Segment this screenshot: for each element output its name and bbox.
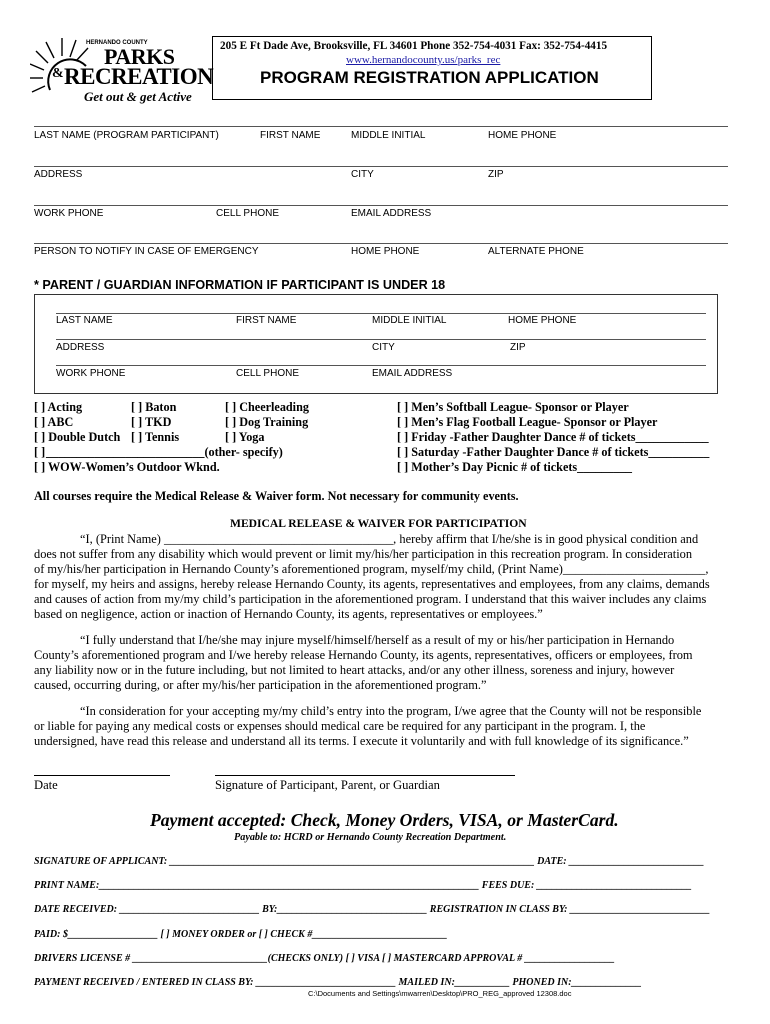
zip-label: ZIP	[488, 169, 504, 180]
guardian-first-name-label: FIRST NAME	[236, 315, 297, 326]
city-label: CITY	[351, 169, 374, 180]
logo-ampersand: &	[52, 66, 64, 81]
logo-recreation: RECREATION	[64, 64, 214, 89]
logo-county: HERNANDO COUNTY	[86, 40, 148, 46]
activity-acting[interactable]: [ ] Acting	[34, 400, 83, 414]
payment-received-field[interactable]: PAYMENT RECEIVED / ENTERED IN CLASS BY: ____________________________ MAILED IN:___________ PHONED IN:______________	[34, 977, 642, 988]
last-name-label: LAST NAME (PROGRAM PARTICIPANT)	[34, 130, 219, 141]
activity-wow[interactable]: [ ] WOW-Women’s Outdoor Wknd.	[34, 460, 220, 474]
waiver-p3-line: or liable for paying any medical costs or expenses should medical care be required for any participant in the program. I, the	[34, 719, 646, 733]
guardian-heading: * PARENT / GUARDIAN INFORMATION IF PARTICIPANT IS UNDER 18	[34, 278, 446, 292]
waiver-p3-line: undersigned, have read this release and understand all its terms. I execute it voluntarily and with full knowledge of its significance.”	[34, 734, 689, 748]
first-name-label: FIRST NAME	[260, 130, 321, 141]
participant-line-3[interactable]	[34, 205, 728, 206]
activity-tennis[interactable]: [ ] Tennis	[131, 430, 180, 444]
page-title: PROGRAM REGISTRATION APPLICATION	[260, 68, 599, 87]
header-address: 205 E Ft Dade Ave, Brooksville, FL 34601 Phone 352-754-4031 Fax: 352-754-4415	[220, 40, 608, 52]
emergency-label: PERSON TO NOTIFY IN CASE OF EMERGENCY	[34, 246, 259, 257]
paid-field[interactable]: PAID: $__________________ [ ] MONEY ORDER or [ ] CHECK #___________________________	[34, 929, 448, 940]
logo-tagline: Get out & get Active	[84, 89, 192, 104]
activity-saturday-dance[interactable]: [ ] Saturday -Father Daughter Dance # of tickets__________	[397, 445, 710, 459]
guardian-city-label: CITY	[372, 342, 395, 353]
participant-signature-line[interactable]	[215, 775, 515, 776]
guardian-last-name-label: LAST NAME	[56, 315, 113, 326]
waiver-p2-line: caused, occurring during, or after my/his/her participation in the aforementioned program.”	[34, 678, 487, 692]
participant-line-4[interactable]	[34, 243, 728, 244]
emergency-home-phone-label: HOME PHONE	[351, 246, 420, 257]
payment-heading: Payment accepted: Check, Money Orders, VISA, or MasterCard.	[150, 810, 619, 830]
waiver-p2-line: any liability now or in the future including, but not limited to heart attacks, and/or any other illness, soreness and injury, however	[34, 663, 675, 677]
alternate-phone-label: ALTERNATE PHONE	[488, 246, 584, 257]
guardian-line-2[interactable]	[56, 339, 706, 340]
activity-picnic[interactable]: [ ] Mother’s Day Picnic # of tickets_________	[397, 460, 633, 474]
waiver-p2-line: “I fully understand that I/he/she may injure myself/himself/herself as a result of my or his/her participation in Hernando	[80, 633, 675, 647]
activity-double-dutch[interactable]: [ ] Double Dutch	[34, 430, 121, 444]
activity-other[interactable]: [ ]	[34, 445, 46, 459]
waiver-p1-line: and causes of action from my/my child’s participation in the aforementioned program. I understand that this waiver includes any claims	[34, 592, 707, 606]
date-signature-line[interactable]	[34, 775, 170, 776]
guardian-work-phone-label: WORK PHONE	[56, 368, 126, 379]
waiver-p1-line: based on negligence, action or inaction of Hernando County, its agents, representatives or employees.”	[34, 607, 543, 621]
date-received-field[interactable]: DATE RECEIVED: ____________________________ BY:______________________________ REGISTRATION IN CLASS BY: ____________________________	[34, 904, 711, 915]
guardian-line-3[interactable]	[56, 365, 706, 366]
signature-label: Signature of Participant, Parent, or Guardian	[215, 778, 440, 792]
guardian-email-label: EMAIL ADDRESS	[372, 368, 453, 379]
logo-parks: PARKS	[104, 44, 175, 69]
guardian-address-label: ADDRESS	[56, 342, 105, 353]
footer-path: C:\Documents and Settings\mwarren\Desktop\PRO_REG_approved 12308.doc	[308, 989, 572, 998]
middle-initial-label: MIDDLE INITIAL	[351, 130, 426, 141]
waiver-p1-line: for myself, my heirs and assigns, hereby release Hernando County, its agents, representatives and employees, from any claims, demands	[34, 577, 710, 591]
participant-line-2[interactable]	[34, 166, 728, 167]
address-label: ADDRESS	[34, 169, 83, 180]
home-phone-label: HOME PHONE	[488, 130, 557, 141]
guardian-line-1[interactable]	[56, 313, 706, 314]
waiver-title: MEDICAL RELEASE & WAIVER FOR PARTICIPATION	[230, 517, 527, 530]
cell-phone-label: CELL PHONE	[216, 208, 279, 219]
activity-softball[interactable]: [ ] Men’s Softball League- Sponsor or Player	[397, 400, 629, 414]
signature-of-applicant-field[interactable]: SIGNATURE OF APPLICANT: _________________________________________________________________________ DATE: ___________________________	[34, 856, 705, 867]
header-url[interactable]: www.hernandocounty.us/parks_rec	[346, 54, 501, 66]
activity-abc[interactable]: [ ] ABC	[34, 415, 74, 429]
guardian-zip-label: ZIP	[510, 342, 526, 353]
waiver-p1-line: of my/his/her participation in Hernando County’s aforementioned program, myself/my child, (Print Name)_______________________,	[34, 562, 709, 576]
activity-other-specify[interactable]: __________________________(other- specify)	[46, 445, 283, 459]
work-phone-label: WORK PHONE	[34, 208, 104, 219]
activity-tkd[interactable]: [ ] TKD	[131, 415, 172, 429]
participant-line-1[interactable]	[34, 126, 728, 127]
activity-friday-dance[interactable]: [ ] Friday -Father Daughter Dance # of tickets____________	[397, 430, 709, 444]
waiver-p2-line: County’s aforementioned program and I/we hereby release Hernando County, its agents, representatives, officers or employees, from	[34, 648, 693, 662]
print-name-field[interactable]: PRINT NAME:____________________________________________________________________________ FEES DUE: _______________________________	[34, 880, 692, 891]
guardian-home-phone-label: HOME PHONE	[508, 315, 577, 326]
activity-dog-training[interactable]: [ ] Dog Training	[225, 415, 309, 429]
guardian-middle-initial-label: MIDDLE INITIAL	[372, 315, 447, 326]
date-label: Date	[34, 778, 58, 792]
waiver-p1-line: does not suffer from any disability which would prevent or limit my/his/her participation in this recreation program. In consideration	[34, 547, 693, 561]
activity-cheerleading[interactable]: [ ] Cheerleading	[225, 400, 309, 414]
courses-note: All courses require the Medical Release & Waiver form. Not necessary for community events.	[34, 489, 519, 503]
waiver-p3-line: “In consideration for your accepting my/my child’s entry into the program, I/we agree that the County will not be responsible	[80, 704, 702, 718]
drivers-license-field[interactable]: DRIVERS LICENSE # ___________________________(CHECKS ONLY) [ ] VISA [ ] MASTERCARD APPROVAL # __________________	[34, 953, 615, 964]
activity-baton[interactable]: [ ] Baton	[131, 400, 177, 414]
payable-to: Payable to: HCRD or Hernando County Recreation Department.	[234, 832, 507, 843]
email-label: EMAIL ADDRESS	[351, 208, 432, 219]
waiver-p1-line: “I, (Print Name) _____________________________________, hereby affirm that I/he/she is in good physical condition and	[80, 532, 699, 546]
activity-flag-football[interactable]: [ ] Men’s Flag Football League- Sponsor or Player	[397, 415, 658, 429]
logo	[30, 34, 214, 108]
activity-yoga[interactable]: [ ] Yoga	[225, 430, 265, 444]
guardian-cell-phone-label: CELL PHONE	[236, 368, 299, 379]
